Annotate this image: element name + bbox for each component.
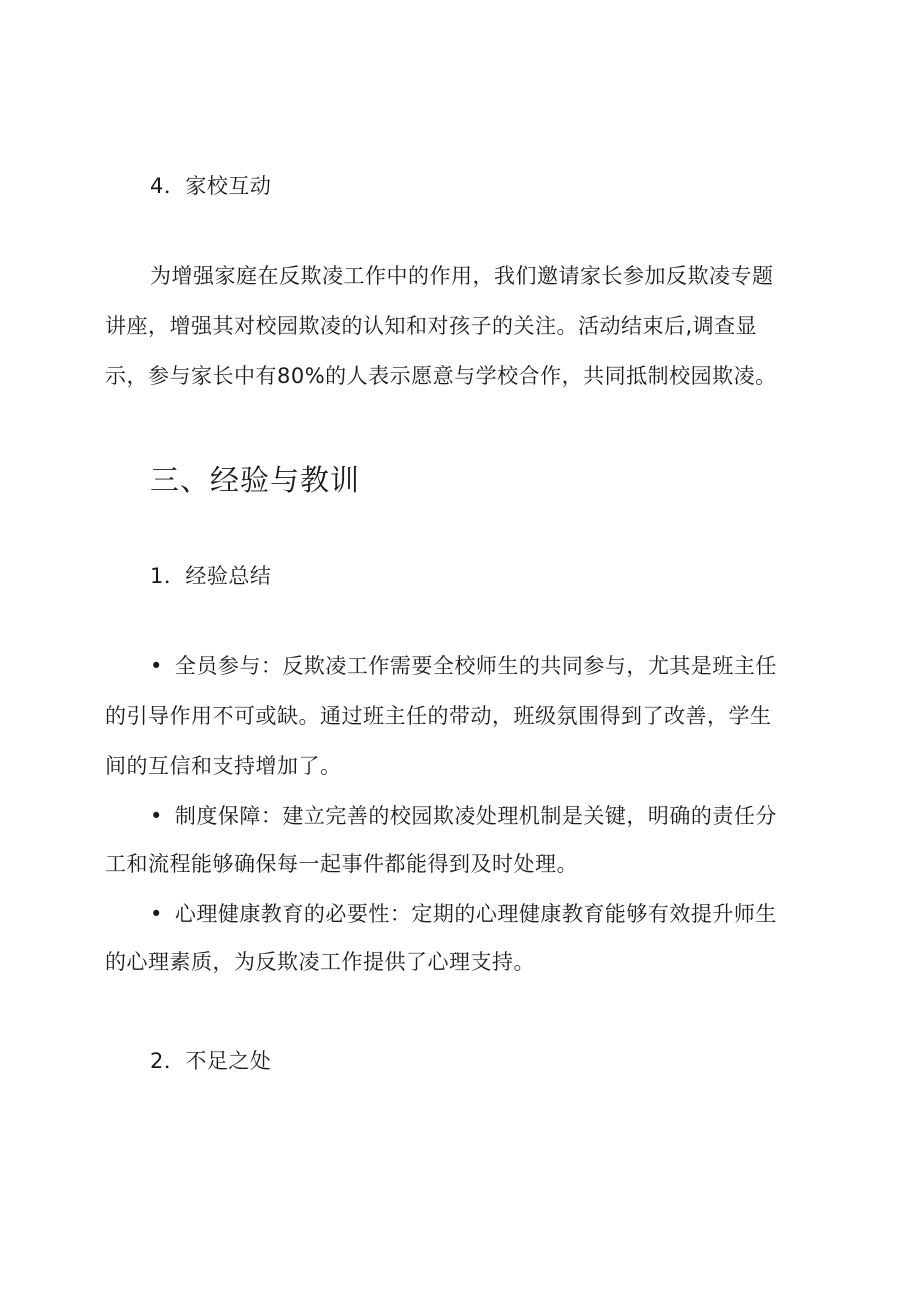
bullet-1-line-1 [150,650,777,680]
section-4-paragraph-line-2: 讲座，增强其对校园欺凌的认知和对孩子的关注。活动结束后,调查显 [105,314,758,338]
chapter-3-heading: 三、经验与教训 [150,463,361,497]
bullet-dot: • [150,902,163,926]
subsection-2-title: 2．不足之处 [150,1049,272,1073]
section-4-paragraph-line-1: 为增强家庭在反欺凌工作中的作用，我们邀请家长参加反欺凌专题 [150,264,774,288]
subsection-1-title: 1．经验总结 [150,564,272,588]
bullet-3-line-1 [150,898,777,928]
bullet-2-line-2: 工和流程能够确保每一起事件都能得到及时处理。 [105,852,578,876]
bullet-dot: • [150,804,163,828]
bullet-1-line-3: 间的互信和支持增加了。 [105,754,342,778]
bullet-1-text: 全员参与：反欺凌工作需要全校师生的共同参与，尤其是班主任 [174,654,777,678]
bullet-1-line-2: 的引导作用不可或缺。通过班主任的带动，班级氛围得到了改善，学生 [105,704,772,728]
bullet-2-text: 制度保障：建立完善的校园欺凌处理机制是关键，明确的责任分 [174,804,777,828]
bullet-3-text: 心理健康教育的必要性：定期的心理健康教育能够有效提升师生 [174,902,777,926]
section-4-paragraph-line-3: 示，参与家长中有80%的人表示愿意与学校合作，共同抵制校园欺凌。 [105,364,777,388]
bullet-dot: • [150,654,163,678]
bullet-2-line-1 [150,800,777,830]
bullet-3-line-2: 的心理素质，为反欺凌工作提供了心理支持。 [105,950,535,974]
section-4-title: 4．家校互动 [150,174,272,198]
